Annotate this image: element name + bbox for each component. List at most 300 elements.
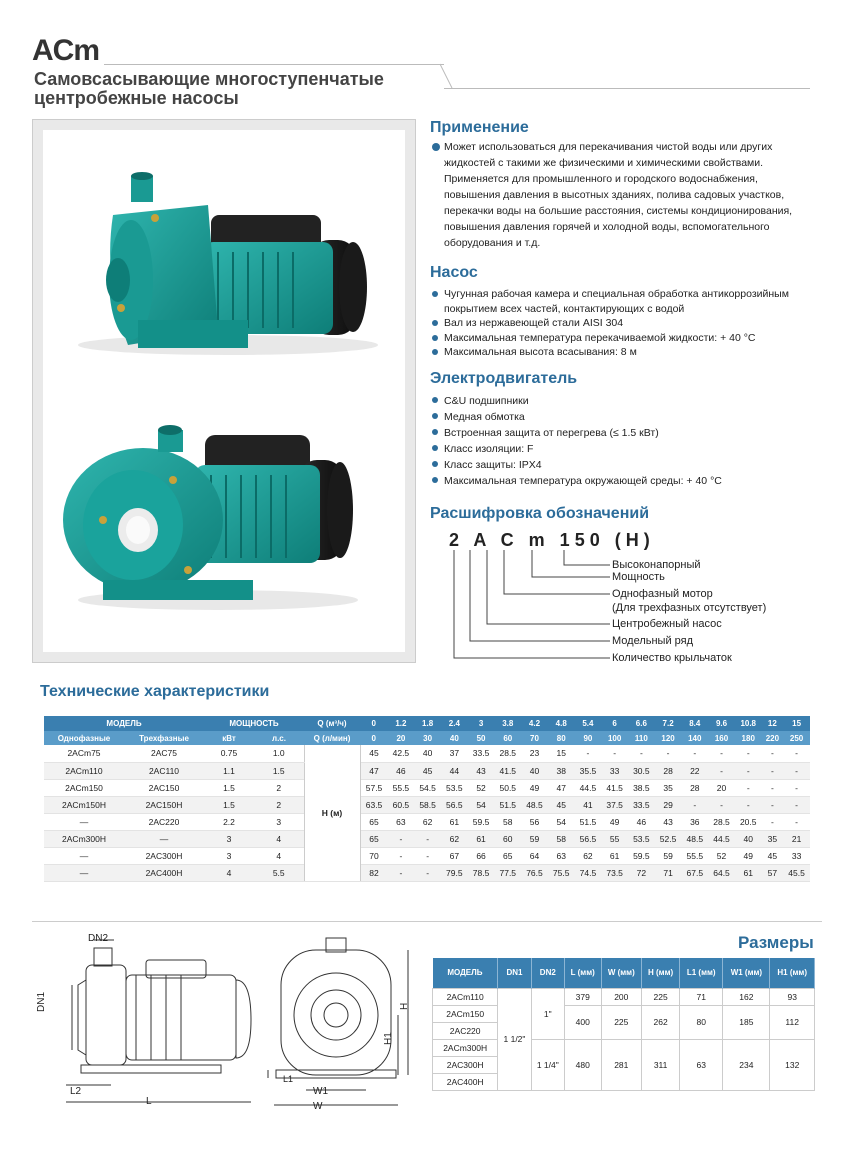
motor-feature-item: C&U подшипники (430, 393, 810, 409)
specs-head-value: 56.5 (441, 796, 468, 813)
specs-kw-cell: 3 (204, 847, 254, 864)
specs-head-value: 62 (575, 847, 602, 864)
specs-head-value: 21 (783, 830, 810, 847)
specs-head-value: - (388, 864, 415, 881)
dims-model: 2ACm150 (433, 1005, 498, 1022)
specs-row (44, 762, 810, 779)
specs-q-m3h-cell: 10.8 (735, 716, 762, 731)
dims-model: 2ACm110 (433, 988, 498, 1005)
dims-dn1: 1 1/2" (498, 988, 531, 1090)
specs-head-value: 44 (441, 762, 468, 779)
specs-q-m3h-cell: 3 (468, 716, 495, 731)
specs-q-m3h-cell: 15 (783, 716, 810, 731)
specs-head-value: 28 (681, 779, 708, 796)
specs-head-value: 29 (655, 796, 682, 813)
specs-q-lmin-cell: 0 (360, 731, 388, 745)
specs-head-value: 59.5 (468, 813, 495, 830)
specs-row (44, 796, 810, 813)
specs-col-single: Однофазные (44, 731, 124, 745)
dims-h: 262 (642, 1005, 680, 1039)
specs-head-value: - (628, 745, 655, 762)
specs-head-value: 35.5 (575, 762, 602, 779)
specs-row (44, 830, 810, 847)
specs-head-value: 47 (360, 762, 388, 779)
specs-single-cell: — (44, 813, 124, 830)
specs-title: Технические характеристики (40, 683, 270, 700)
specs-head-value: - (655, 745, 682, 762)
specs-head-value: 82 (360, 864, 388, 881)
specs-head-value: - (681, 745, 708, 762)
drawing-label-h1: H1 (383, 1032, 394, 1045)
specs-q-lmin-cell: 120 (655, 731, 682, 745)
subtitle-line-1: Самовсасывающие многоступенчатые (34, 69, 384, 89)
dims-col-header: DN1 (498, 958, 531, 988)
specs-hp-cell: 1.0 (254, 745, 304, 762)
specs-three-cell: 2AC220 (124, 813, 204, 830)
specs-row (44, 864, 810, 881)
specs-head-value: 56.5 (575, 830, 602, 847)
drawing-label-l1: L1 (283, 1074, 294, 1084)
specs-col-q-m3h: Q (м³/ч) (304, 716, 360, 731)
specs-head-value: 35 (762, 830, 784, 847)
specs-head-value: 48.5 (681, 830, 708, 847)
pump-feature-item: Вал из нержавеющей стали AISI 304 (430, 316, 810, 331)
specs-single-cell: — (44, 847, 124, 864)
specs-head-value: 63 (388, 813, 415, 830)
specs-head-value: 43 (468, 762, 495, 779)
dims-h1: 112 (770, 1005, 815, 1039)
specs-kw-cell: 3 (204, 830, 254, 847)
specs-head-value: 40 (521, 762, 548, 779)
specs-q-lmin-cell: 80 (548, 731, 575, 745)
specs-kw-cell: 0.75 (204, 745, 254, 762)
specs-head-value: 45.5 (783, 864, 810, 881)
specs-head-value: 33 (601, 762, 628, 779)
motor-feature-item: Медная обмотка (430, 409, 810, 425)
specs-head-value: 55 (601, 830, 628, 847)
specs-head-value: 70 (360, 847, 388, 864)
specs-col-model: МОДЕЛЬ (44, 716, 204, 731)
specs-q-lmin-cell: 220 (762, 731, 784, 745)
specs-q-lmin-cell: 70 (521, 731, 548, 745)
specs-head-value: 41.5 (601, 779, 628, 796)
specs-head-value: 73.5 (601, 864, 628, 881)
dims-w1: 162 (723, 988, 770, 1005)
subtitle-line-2: центробежные насосы (34, 88, 239, 108)
specs-head-value: 52 (468, 779, 495, 796)
specs-hp-cell: 4 (254, 830, 304, 847)
specs-q-m3h-cell: 12 (762, 716, 784, 731)
specs-head-value: - (762, 762, 784, 779)
specs-head-value: 77.5 (494, 864, 521, 881)
specs-head-value: - (735, 779, 762, 796)
dims-model: 2AC300H (433, 1056, 498, 1073)
specs-head-value: - (575, 745, 602, 762)
specs-head-value: 79.5 (441, 864, 468, 881)
specs-q-m3h-cell: 4.2 (521, 716, 548, 731)
specs-kw-cell: 1.1 (204, 762, 254, 779)
specs-q-lmin-cell: 180 (735, 731, 762, 745)
specs-single-cell: 2ACm150 (44, 779, 124, 796)
specs-q-m3h-cell: 0 (360, 716, 388, 731)
specs-head-value: 51.5 (575, 813, 602, 830)
specs-head-value: 45 (548, 796, 575, 813)
specs-head-value: 62 (414, 813, 441, 830)
specs-head-value: 49 (735, 847, 762, 864)
specs-head-value: 33 (783, 847, 810, 864)
specs-col-three: Трехфазные (124, 731, 204, 745)
specs-head-value: 54 (548, 813, 575, 830)
specs-head-value: 74.5 (575, 864, 602, 881)
specs-single-cell: 2ACm110 (44, 762, 124, 779)
specs-head-value: 65 (360, 813, 388, 830)
specs-head-value: 57.5 (360, 779, 388, 796)
dims-l: 480 (564, 1039, 601, 1090)
specs-head-value: - (708, 745, 735, 762)
code-label-single-phase: Однофазный мотор (612, 588, 713, 600)
code-label-model-range: Модельный ряд (612, 635, 694, 647)
specs-q-lmin-cell: 160 (708, 731, 735, 745)
specs-head-value: 60.5 (388, 796, 415, 813)
code-label-high-pressure: Высоконапорный (612, 559, 701, 571)
specs-head-value: 28 (655, 762, 682, 779)
specs-head-value: 49 (521, 779, 548, 796)
specs-head-value: 40 (735, 830, 762, 847)
specs-head-value: - (762, 745, 784, 762)
specs-head-value: - (388, 830, 415, 847)
specs-hp-cell: 5.5 (254, 864, 304, 881)
specs-head-value: 38 (548, 762, 575, 779)
specs-q-lmin-cell: 20 (388, 731, 415, 745)
specs-three-cell: 2AC400H (124, 864, 204, 881)
specs-head-value: 42.5 (388, 745, 415, 762)
specs-head-value: 61 (735, 864, 762, 881)
specs-q-m3h-cell: 6 (601, 716, 628, 731)
specs-head-value: 55.5 (681, 847, 708, 864)
specs-col-q-lmin: Q (л/мин) (304, 731, 360, 745)
specs-head-value: 54.5 (414, 779, 441, 796)
specs-head-value: 41 (575, 796, 602, 813)
code-label-power: Мощность (612, 571, 665, 583)
dims-h1: 93 (770, 988, 815, 1005)
specs-head-value: 46 (628, 813, 655, 830)
specs-head-value: 75.5 (548, 864, 575, 881)
specs-hp-cell: 2 (254, 796, 304, 813)
dims-col-header: L (мм) (564, 958, 601, 988)
specs-three-cell: 2AC150 (124, 779, 204, 796)
specs-q-lmin-cell: 40 (441, 731, 468, 745)
specs-head-value: 30.5 (628, 762, 655, 779)
drawing-label-dn1: DN1 (36, 991, 47, 1012)
specs-head-value: - (735, 796, 762, 813)
dims-col-header: H1 (мм) (770, 958, 815, 988)
specs-three-cell: — (124, 830, 204, 847)
specs-q-m3h-cell: 1.2 (388, 716, 415, 731)
specs-three-cell: 2AC110 (124, 762, 204, 779)
specs-head-value: 61 (468, 830, 495, 847)
dims-w: 281 (601, 1039, 642, 1090)
specs-q-m3h-cell: 2.4 (441, 716, 468, 731)
specs-head-value: 33.5 (468, 745, 495, 762)
pump-photo-top (78, 172, 378, 355)
header-rule-right (444, 88, 810, 89)
specs-head-value: - (601, 745, 628, 762)
specs-head-value: - (388, 847, 415, 864)
specs-head-value: - (762, 813, 784, 830)
dims-col-header: W1 (мм) (723, 958, 770, 988)
dims-w1: 234 (723, 1039, 770, 1090)
specs-head-value: 50.5 (494, 779, 521, 796)
pump-illustrations (43, 130, 405, 652)
dims-table (432, 958, 815, 1091)
pump-feature-item: Максимальная высота всасывания: 8 м (430, 345, 810, 360)
motor-feature-list (430, 393, 810, 489)
specs-head-value: 47 (548, 779, 575, 796)
code-label-impellers: Количество крыльчаток (612, 652, 732, 664)
specs-head-value: 15 (548, 745, 575, 762)
specs-head-value: 61 (601, 847, 628, 864)
specs-head-value: 62 (441, 830, 468, 847)
specs-head-value: 48.5 (521, 796, 548, 813)
specs-single-cell: — (44, 864, 124, 881)
specs-kw-cell: 4 (204, 864, 254, 881)
dims-l: 400 (564, 1005, 601, 1039)
specs-q-lmin-cell: 140 (681, 731, 708, 745)
header-rule (104, 64, 444, 65)
specs-head-value: 67.5 (681, 864, 708, 881)
specs-q-m3h-cell: 4.8 (548, 716, 575, 731)
specs-head-value: - (735, 762, 762, 779)
pump-photo-bottom (63, 425, 358, 610)
specs-three-cell: 2AC150H (124, 796, 204, 813)
specs-three-cell: 2AC300H (124, 847, 204, 864)
decoding-leader-lines (440, 548, 620, 663)
specs-head-value: - (783, 762, 810, 779)
specs-single-cell: 2ACm75 (44, 745, 124, 762)
model-code: 2 A C m 150 (H) (449, 530, 655, 550)
motor-title: Электродвигатель (430, 370, 578, 387)
specs-q-m3h-cell: 1.8 (414, 716, 441, 731)
specs-head-value: 38.5 (628, 779, 655, 796)
dims-h1: 132 (770, 1039, 815, 1090)
specs-head-value: - (783, 813, 810, 830)
dims-dn2-a: 1" (531, 988, 564, 1039)
dims-model: 2AC220 (433, 1022, 498, 1039)
specs-kw-cell: 2.2 (204, 813, 254, 830)
specs-head-value: 65 (360, 830, 388, 847)
drawing-label-h: H (399, 1002, 410, 1010)
specs-row (44, 779, 810, 796)
specs-head-value: 59.5 (628, 847, 655, 864)
specs-head-value: 35 (655, 779, 682, 796)
drawing-label-dn2: DN2 (88, 933, 109, 944)
specs-head-value: 28.5 (494, 745, 521, 762)
dims-col-header: W (мм) (601, 958, 642, 988)
dims-l: 379 (564, 988, 601, 1005)
dims-l1: 80 (680, 1005, 723, 1039)
specs-head-value: - (762, 779, 784, 796)
dims-col-header: DN2 (531, 958, 564, 988)
specs-head-value: 28.5 (708, 813, 735, 830)
specs-hp-cell: 3 (254, 813, 304, 830)
dims-l1: 71 (680, 988, 723, 1005)
specs-head-value: - (783, 796, 810, 813)
specs-head-value: 53.5 (441, 779, 468, 796)
specs-row (44, 847, 810, 864)
motor-feature-item: Класс изоляции: F (430, 441, 810, 457)
specs-q-m3h-cell: 9.6 (708, 716, 735, 731)
specs-head-value: - (783, 745, 810, 762)
dims-dn2-b: 1 1/4" (531, 1039, 564, 1090)
specs-kw-cell: 1.5 (204, 779, 254, 796)
dims-title: Размеры (738, 933, 814, 952)
specs-head-value: - (708, 762, 735, 779)
specs-head-value: 22 (681, 762, 708, 779)
application-bullet (432, 143, 440, 151)
specs-head-value: 59 (521, 830, 548, 847)
specs-head-value: - (762, 796, 784, 813)
section-divider (32, 921, 822, 922)
specs-kw-cell: 1.5 (204, 796, 254, 813)
specs-head-value: 58 (494, 813, 521, 830)
specs-head-value: 52.5 (655, 830, 682, 847)
specs-head-value: 44.5 (575, 779, 602, 796)
specs-head-value: 54 (468, 796, 495, 813)
specs-q-m3h-cell: 8.4 (681, 716, 708, 731)
specs-q-lmin-cell: 30 (414, 731, 441, 745)
decoding-title: Расшифровка обозначений (430, 505, 650, 522)
product-photo-panel (32, 119, 416, 663)
specs-head-value: 58 (548, 830, 575, 847)
specs-q-lmin-cell: 60 (494, 731, 521, 745)
specs-single-cell: 2ACm300H (44, 830, 124, 847)
specs-head-value: 37 (441, 745, 468, 762)
specs-hp-cell: 1.5 (254, 762, 304, 779)
specs-head-value: 59 (655, 847, 682, 864)
specs-col-kw: кВт (204, 731, 254, 745)
dims-l1: 63 (680, 1039, 723, 1090)
specs-q-m3h-cell: 6.6 (628, 716, 655, 731)
specs-head-value: - (414, 864, 441, 881)
drawing-label-l2: L2 (70, 1086, 82, 1097)
specs-head-value: - (735, 745, 762, 762)
dimension-drawing (36, 930, 426, 1120)
specs-head-value: 37.5 (601, 796, 628, 813)
specs-head-value: 55.5 (388, 779, 415, 796)
pump-feature-list (430, 287, 810, 360)
specs-head-value: 45 (360, 745, 388, 762)
application-title: Применение (430, 119, 529, 136)
code-label-three-phase-note: (Для трехфазных отсутствует) (612, 602, 767, 614)
dims-model: 2ACm300H (433, 1039, 498, 1056)
specs-head-value: 20 (708, 779, 735, 796)
specs-head-value: 49 (601, 813, 628, 830)
specs-head-value: 71 (655, 864, 682, 881)
specs-q-lmin-cell: 110 (628, 731, 655, 745)
specs-head-value: 61 (441, 813, 468, 830)
specs-head-value: 36 (681, 813, 708, 830)
specs-head-value: 52 (708, 847, 735, 864)
specs-head-value: 33.5 (628, 796, 655, 813)
specs-head-value: - (681, 796, 708, 813)
specs-head-value: 53.5 (628, 830, 655, 847)
specs-head-value: 58.5 (414, 796, 441, 813)
specs-head-value: 43 (655, 813, 682, 830)
specs-single-cell: 2ACm150H (44, 796, 124, 813)
dims-col-header: H (мм) (642, 958, 680, 988)
specs-head-value: 76.5 (521, 864, 548, 881)
application-text: Может использоваться для перекачивания чистой воды или других жидкостей с такими же физическими и химическими свойствами. Применяется для промышленного и городского водоснабжения, повышения давления в высотных зданиях, полива садовых участков, перекачки воды на большие расстояния, системы кондиционирования, повышения давления горячей и холодной воды, вспомогательного оборудования и т.д. (444, 141, 793, 249)
dims-h: 311 (642, 1039, 680, 1090)
motor-feature-item: Максимальная температура окружающей среды: + 40 °C (430, 473, 810, 489)
motor-feature-item: Класс защиты: IPX4 (430, 457, 810, 473)
specs-col-hp: л.с. (254, 731, 304, 745)
dims-h: 225 (642, 988, 680, 1005)
specs-head-value: 23 (521, 745, 548, 762)
dims-col-header: L1 (мм) (680, 958, 723, 988)
pump-title: Насос (430, 264, 478, 281)
drawing-label-l: L (146, 1096, 152, 1107)
specs-q-m3h-cell: 3.8 (494, 716, 521, 731)
dims-w1: 185 (723, 1005, 770, 1039)
specs-q-lmin-cell: 100 (601, 731, 628, 745)
specs-head-value: 72 (628, 864, 655, 881)
pump-feature-item: Максимальная температура перекачиваемой жидкости: + 40 °C (430, 331, 810, 346)
specs-head-value: 65 (494, 847, 521, 864)
dims-model: 2AC400H (433, 1073, 498, 1090)
specs-head-value: 20.5 (735, 813, 762, 830)
specs-head-value: 40 (414, 745, 441, 762)
specs-head-value: - (783, 779, 810, 796)
specs-q-lmin-cell: 50 (468, 731, 495, 745)
pump-feature-item: Чугунная рабочая камера и специальная обработка антикоррозийным покрытием всех частей, контактирующих с водой (430, 287, 810, 316)
specs-head-value: 63.5 (360, 796, 388, 813)
motor-feature-item: Встроенная защита от перегрева (≤ 1.5 кВт) (430, 425, 810, 441)
drawing-label-w1: W1 (313, 1086, 328, 1097)
specs-head-value: - (708, 796, 735, 813)
code-label-centrifugal: Центробежный насос (612, 618, 722, 630)
specs-head-value: 45 (762, 847, 784, 864)
dims-w: 225 (601, 1005, 642, 1039)
specs-head-value: 78.5 (468, 864, 495, 881)
specs-head-value: 45 (414, 762, 441, 779)
specs-head-value: - (414, 830, 441, 847)
specs-hp-cell: 4 (254, 847, 304, 864)
specs-row (44, 745, 810, 762)
specs-head-value: 64 (521, 847, 548, 864)
specs-head-label: H (м) (304, 745, 360, 881)
product-photo-area (43, 130, 405, 652)
specs-head-value: 67 (441, 847, 468, 864)
specs-head-value: 41.5 (494, 762, 521, 779)
specs-q-m3h-cell: 7.2 (655, 716, 682, 731)
specs-head-value: 66 (468, 847, 495, 864)
specs-head-value: 56 (521, 813, 548, 830)
specs-q-m3h-cell: 5.4 (575, 716, 602, 731)
dims-col-header: МОДЕЛЬ (433, 958, 498, 988)
specs-head-value: 44.5 (708, 830, 735, 847)
specs-q-lmin-cell: 250 (783, 731, 810, 745)
drawing-label-w: W (313, 1101, 323, 1112)
dims-w: 200 (601, 988, 642, 1005)
specs-head-value: - (414, 847, 441, 864)
specs-table (44, 716, 810, 882)
specs-three-cell: 2AC75 (124, 745, 204, 762)
specs-col-power: МОЩНОСТЬ (204, 716, 304, 731)
specs-head-value: 57 (762, 864, 784, 881)
series-title: ACm (32, 34, 100, 67)
specs-head-value: 46 (388, 762, 415, 779)
